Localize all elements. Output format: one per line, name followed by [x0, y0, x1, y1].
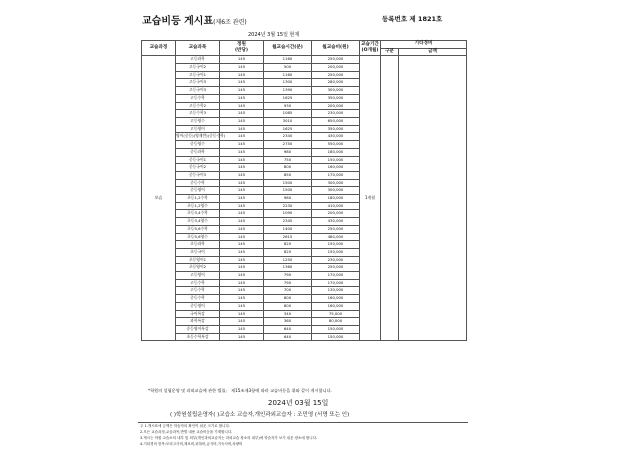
subject-cell: 고등영수 [176, 118, 220, 126]
header-capacity-label: 정원 [237, 42, 246, 48]
hours-cell: 800 [264, 302, 312, 310]
subject-cell: 초등수학특강 [176, 333, 220, 341]
capacity-cell: 145 [220, 279, 264, 287]
hours-cell: 340 [264, 310, 312, 318]
fee-cell: 480,000 [312, 233, 360, 241]
hours-cell: 820 [264, 241, 312, 249]
capacity-cell: 145 [220, 272, 264, 280]
page-title [142, 12, 247, 27]
capacity-cell: 145 [220, 94, 264, 102]
hours-cell: 2230 [264, 202, 312, 210]
hours-cell: 980 [264, 195, 312, 203]
capacity-cell: 145 [220, 125, 264, 133]
subject-cell: 초등과학 [176, 241, 220, 249]
capacity-cell: 145 [220, 310, 264, 318]
subject-cell: 고등수학 [176, 279, 220, 287]
fee-cell: 150,000 [312, 156, 360, 164]
other-amount-cell [399, 56, 467, 341]
fee-cell: 650,000 [312, 118, 360, 126]
footnote-item: 2.모든 교습과정,교습과목,반별 내용 교습비등을 기재합니다. [140, 430, 233, 434]
capacity-cell: 145 [220, 241, 264, 249]
fee-cell: 250,000 [312, 225, 360, 233]
capacity-cell: 145 [220, 102, 264, 110]
subject-cell: 중등영어 [176, 187, 220, 195]
fee-cell: 350,000 [312, 94, 360, 102]
hours-cell: 930 [264, 102, 312, 110]
fee-cell: 250,000 [312, 264, 360, 272]
fee-table-body [142, 56, 467, 341]
capacity-cell: 145 [220, 318, 264, 326]
hours-cell: 1160 [264, 56, 312, 64]
subject-cell: 초등1,2영수 [176, 202, 220, 210]
subject-cell: 고등국어2 [176, 64, 220, 72]
capacity-cell: 145 [220, 64, 264, 72]
hours-cell: 800 [264, 295, 312, 303]
subject-cell: 고등국어1 [176, 71, 220, 79]
capacity-cell: 145 [220, 233, 264, 241]
capacity-cell: 145 [220, 333, 264, 341]
capacity-cell: 145 [220, 202, 264, 210]
subject-cell: 초등5,6영수 [176, 233, 220, 241]
fee-cell: 200,000 [312, 102, 360, 110]
fee-cell: 250,000 [312, 71, 360, 79]
subject-cell: 중등과학 [176, 148, 220, 156]
hours-cell: 800 [264, 164, 312, 172]
registration-number: 등록번호 제 1821호 [382, 15, 443, 23]
fee-cell: 150,000 [312, 248, 360, 256]
footnotes [138, 422, 468, 459]
fee-cell: 160,000 [312, 295, 360, 303]
subject-cell: 중등수학 [176, 179, 220, 187]
subject-cell: 과학특강 [176, 318, 220, 326]
fee-cell: 150,000 [312, 325, 360, 333]
header-other-fees: 기타경비 [381, 41, 467, 49]
fee-cell: 250,000 [312, 56, 360, 64]
fee-cell: 300,000 [312, 87, 360, 95]
fee-cell: 75,000 [312, 310, 360, 318]
subject-cell: 국어특강 [176, 310, 220, 318]
capacity-cell: 145 [220, 218, 264, 226]
capacity-cell: 145 [220, 141, 264, 149]
fee-cell: 410,000 [312, 202, 360, 210]
subject-cell: 고등국어3 [176, 79, 220, 87]
fee-cell: 170,000 [312, 272, 360, 280]
header-capacity [220, 41, 264, 56]
hours-cell: 1085 [264, 110, 312, 118]
fee-cell: 180,000 [312, 148, 360, 156]
capacity-cell: 145 [220, 195, 264, 203]
footnote-item: 주 1.게시표에 금액은 학습자의 확인이 쉬운 크기로 합니다. [140, 424, 231, 428]
footnote-item: 3.게시는 학원 교습소의 내부 및 외부(개인과외교습자는 과외교습 장소의 내부)에 학습자가 보기 쉬운 장소에 합니다. [140, 436, 318, 440]
subject-cell: 영어(중등)(영재반)(중등수학) [176, 133, 220, 141]
hours-cell: 1400 [264, 225, 312, 233]
fee-table [141, 40, 467, 341]
hours-cell: 1500 [264, 179, 312, 187]
subject-cell: 중등국어1 [176, 156, 220, 164]
capacity-cell: 145 [220, 118, 264, 126]
hours-cell: 1500 [264, 187, 312, 195]
header-period [360, 41, 381, 56]
fee-cell: 350,000 [312, 125, 360, 133]
header-period-sub: (O개월) [361, 48, 379, 54]
fee-cell: 160,000 [312, 164, 360, 172]
fee-cell: 300,000 [312, 179, 360, 187]
subject-cell: 초등국어 [176, 248, 220, 256]
hours-cell: 2345 [264, 218, 312, 226]
fee-cell: 280,000 [312, 79, 360, 87]
capacity-cell: 145 [220, 171, 264, 179]
table-row [142, 56, 467, 64]
fee-cell: 180,000 [312, 195, 360, 203]
hours-cell: 1250 [264, 256, 312, 264]
fee-cell: 300,000 [312, 187, 360, 195]
footnote-item: 4.기타경비 항목:모의고사비,재료비,피복비,급식비,기숙사비,차량비 [140, 442, 243, 446]
hours-cell: 640 [264, 325, 312, 333]
hours-cell: 2750 [264, 141, 312, 149]
other-kind-cell [381, 56, 399, 341]
header-other-amount: 금액 [399, 48, 467, 56]
capacity-cell: 145 [220, 79, 264, 87]
subject-cell: 초등영어1 [176, 256, 220, 264]
hours-cell: 640 [264, 333, 312, 341]
capacity-cell: 145 [220, 210, 264, 218]
capacity-cell: 145 [220, 256, 264, 264]
subject-cell: 초등1,2수학 [176, 195, 220, 203]
fee-cell: 150,000 [312, 241, 360, 249]
capacity-cell: 145 [220, 287, 264, 295]
fee-cell: 230,000 [312, 110, 360, 118]
hours-cell: 750 [264, 156, 312, 164]
signature-line: ( )학원설립운영자( )교습소 교습자,개인과외교습자 : 조민영 (서명 또는 인) [170, 412, 350, 418]
capacity-cell: 145 [220, 148, 264, 156]
subject-cell: 고등영어 [176, 272, 220, 280]
capacity-cell: 145 [220, 187, 264, 195]
subject-cell: 초등5,6수학 [176, 225, 220, 233]
posting-date: 2024년 03월 15일 [268, 399, 329, 407]
hours-cell: 1090 [264, 210, 312, 218]
subject-cell: 중등국어2 [176, 164, 220, 172]
fee-cell: 170,000 [312, 279, 360, 287]
hours-cell: 500 [264, 64, 312, 72]
capacity-cell: 145 [220, 248, 264, 256]
hours-cell: 1625 [264, 94, 312, 102]
hours-cell: 1390 [264, 87, 312, 95]
header-capacity-sub: (반당) [234, 48, 249, 54]
capacity-cell: 145 [220, 264, 264, 272]
capacity-cell: 145 [220, 56, 264, 64]
subject-cell: 중등영수 [176, 141, 220, 149]
fee-cell: 430,000 [312, 133, 360, 141]
subject-cell: 초등영어2 [176, 264, 220, 272]
period-cell: 1개월 [360, 56, 381, 341]
fee-cell: 170,000 [312, 171, 360, 179]
capacity-cell: 145 [220, 325, 264, 333]
subject-cell: 중등영어특강 [176, 325, 220, 333]
fee-cell: 80,000 [312, 318, 360, 326]
subject-cell: 초등3,4수학 [176, 210, 220, 218]
hours-cell: 790 [264, 279, 312, 287]
hours-cell: 1360 [264, 264, 312, 272]
title-note: (제6조 관련) [213, 19, 247, 26]
header-monthly-fee: 월교습비(원) [312, 41, 360, 56]
subject-cell: 고등과학 [176, 56, 220, 64]
hours-cell: 820 [264, 248, 312, 256]
hours-cell: 2615 [264, 233, 312, 241]
capacity-cell: 145 [220, 302, 264, 310]
subject-cell: 중등국어3 [176, 171, 220, 179]
hours-cell: 360 [264, 318, 312, 326]
fee-cell: 150,000 [312, 333, 360, 341]
title-text: 교습비등 게시표 [142, 16, 214, 27]
fee-cell: 160,000 [312, 302, 360, 310]
capacity-cell: 145 [220, 179, 264, 187]
hours-cell: 850 [264, 171, 312, 179]
fee-cell: 200,000 [312, 210, 360, 218]
header-monthly-hours: 월교습시간(분) [264, 41, 312, 56]
header-course: 교습과정 [142, 41, 176, 56]
subject-cell: 중등수학 [176, 295, 220, 303]
course-cell: 보습 [142, 56, 176, 341]
header-period-label: 교습기간 [361, 42, 379, 48]
capacity-cell: 145 [220, 164, 264, 172]
hours-cell: 980 [264, 148, 312, 156]
subject-cell: 초등3,4영수 [176, 218, 220, 226]
as-of-date: 2024년 3월 15일 현재 [248, 32, 300, 38]
subject-cell: 고등수학 [176, 94, 220, 102]
hours-cell: 1625 [264, 125, 312, 133]
fee-cell: 130,000 [312, 287, 360, 295]
fee-cell: 550,000 [312, 141, 360, 149]
hours-cell: 2340 [264, 133, 312, 141]
subject-cell: 고등수학2 [176, 102, 220, 110]
capacity-cell: 145 [220, 71, 264, 79]
hours-cell: 700 [264, 287, 312, 295]
header-subject: 교습과목 [176, 41, 220, 56]
subject-cell: 고등영어 [176, 125, 220, 133]
capacity-cell: 145 [220, 225, 264, 233]
hours-cell: 1300 [264, 79, 312, 87]
header-other-kind: 구분 [381, 48, 399, 56]
capacity-cell: 145 [220, 156, 264, 164]
capacity-cell: 145 [220, 295, 264, 303]
fee-cell: 200,000 [312, 64, 360, 72]
subject-cell: 고등수학3 [176, 110, 220, 118]
hours-cell: 1160 [264, 71, 312, 79]
capacity-cell: 145 [220, 110, 264, 118]
hours-cell: 790 [264, 272, 312, 280]
subject-cell: 중등영어 [176, 302, 220, 310]
legal-notice: *학원의 설립운영 및 과외교습에 관한 법률」 제15조제3항에 따라 교습비등을 위와 같이 게시합니다. [148, 388, 332, 393]
subject-cell: 고등국어3 [176, 87, 220, 95]
capacity-cell: 145 [220, 133, 264, 141]
hours-cell: 3010 [264, 118, 312, 126]
fee-cell: 230,000 [312, 256, 360, 264]
fee-cell: 430,000 [312, 218, 360, 226]
subject-cell: 고등수학 [176, 287, 220, 295]
capacity-cell: 145 [220, 87, 264, 95]
